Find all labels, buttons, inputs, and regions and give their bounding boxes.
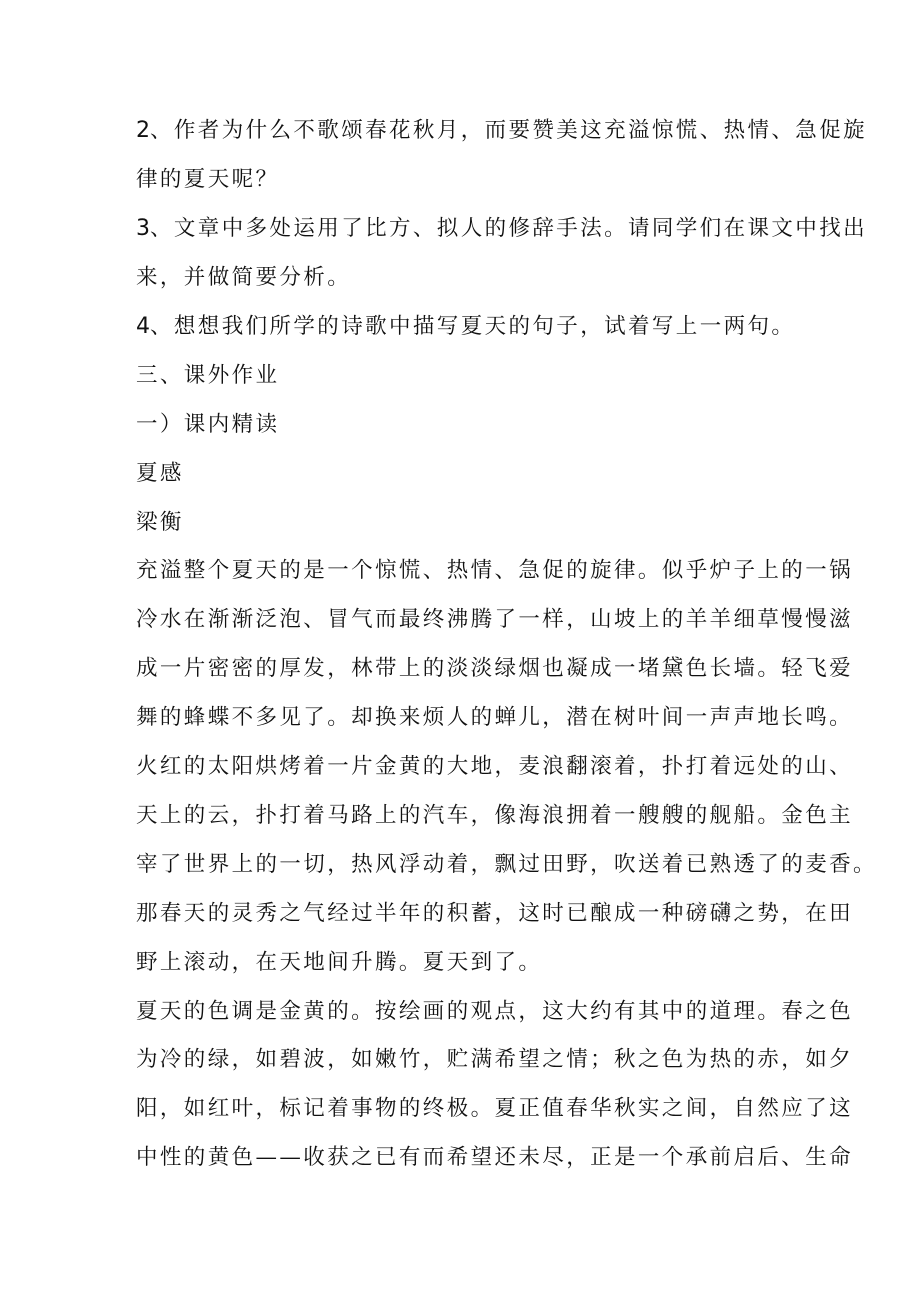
question-2-line-1 bbox=[136, 117, 868, 145]
paragraph-line: 野上滚动，在天地间升腾。夏天到了。 bbox=[136, 950, 543, 975]
paragraph-line: 为冷的绿，如碧波，如嫩竹，贮满希望之情；秋之色为热的赤，如夕 bbox=[136, 1047, 854, 1072]
question-3-line-2: 来，并做简要分析。 bbox=[136, 265, 352, 290]
paragraph-line: 那春天的灵秀之气经过半年的积蓄，这时已酿成一种磅礴之势，在田 bbox=[136, 901, 854, 926]
question-2-line-2: 律的夏天呢？ bbox=[136, 167, 280, 192]
question-3-line-1 bbox=[136, 215, 868, 243]
subsection-heading: 一）课内精读 bbox=[136, 412, 280, 437]
paragraph-line: 充溢整个夏天的是一个惊慌、热情、急促的旋律。似乎炉子上的一锅 bbox=[136, 558, 854, 583]
question-4-number: 4 bbox=[136, 314, 150, 339]
paragraph-line: 舞的蜂蝶不多见了。却换来烦人的蝉儿，潜在树叶间一声声地长鸣。 bbox=[136, 705, 854, 730]
section-heading: 三、课外作业 bbox=[136, 363, 280, 388]
question-3-text: 、文章中多处运用了比方、拟人的修辞手法。请同学们在课文中找出 bbox=[150, 216, 868, 241]
paragraph-line: 成一片密密的厚发，林带上的淡淡绿烟也凝成一堵黛色长墙。轻飞爱 bbox=[136, 656, 854, 681]
article-title: 夏感 bbox=[136, 461, 184, 486]
paragraph-line: 中性的黄色——收获之已有而希望还未尽，正是一个承前启后、生命 bbox=[136, 1145, 854, 1170]
question-4-text: 、想想我们所学的诗歌中描写夏天的句子，试着写上一两句。 bbox=[150, 314, 796, 339]
question-3-number: 3 bbox=[136, 216, 150, 241]
question-2-number: 2 bbox=[136, 118, 150, 143]
question-4-line-1 bbox=[136, 313, 796, 341]
paragraph-line: 冷水在渐渐泛泡、冒气而最终沸腾了一样，山坡上的羊羊细草慢慢滋 bbox=[136, 607, 854, 632]
paragraph-line: 宰了世界上的一切，热风浮动着，飘过田野，吹送着已熟透了的麦香。 bbox=[136, 852, 877, 877]
paragraph-line: 火红的太阳烘烤着一片金黄的大地，麦浪翻滚着，扑打着远处的山、 bbox=[136, 754, 854, 779]
paragraph-line: 夏天的色调是金黄的。按绘画的观点，这大约有其中的道理。春之色 bbox=[136, 999, 854, 1024]
question-2-text: 、作者为什么不歌颂春花秋月，而要赞美这充溢惊慌、热情、急促旋 bbox=[150, 118, 868, 143]
paragraph-line: 天上的云，扑打着马路上的汽车，像海浪拥着一艘艘的舰船。金色主 bbox=[136, 803, 854, 828]
article-author: 梁衡 bbox=[136, 510, 184, 535]
paragraph-line: 阳，如红叶，标记着事物的终极。夏正值春华秋实之间，自然应了这 bbox=[136, 1096, 854, 1121]
